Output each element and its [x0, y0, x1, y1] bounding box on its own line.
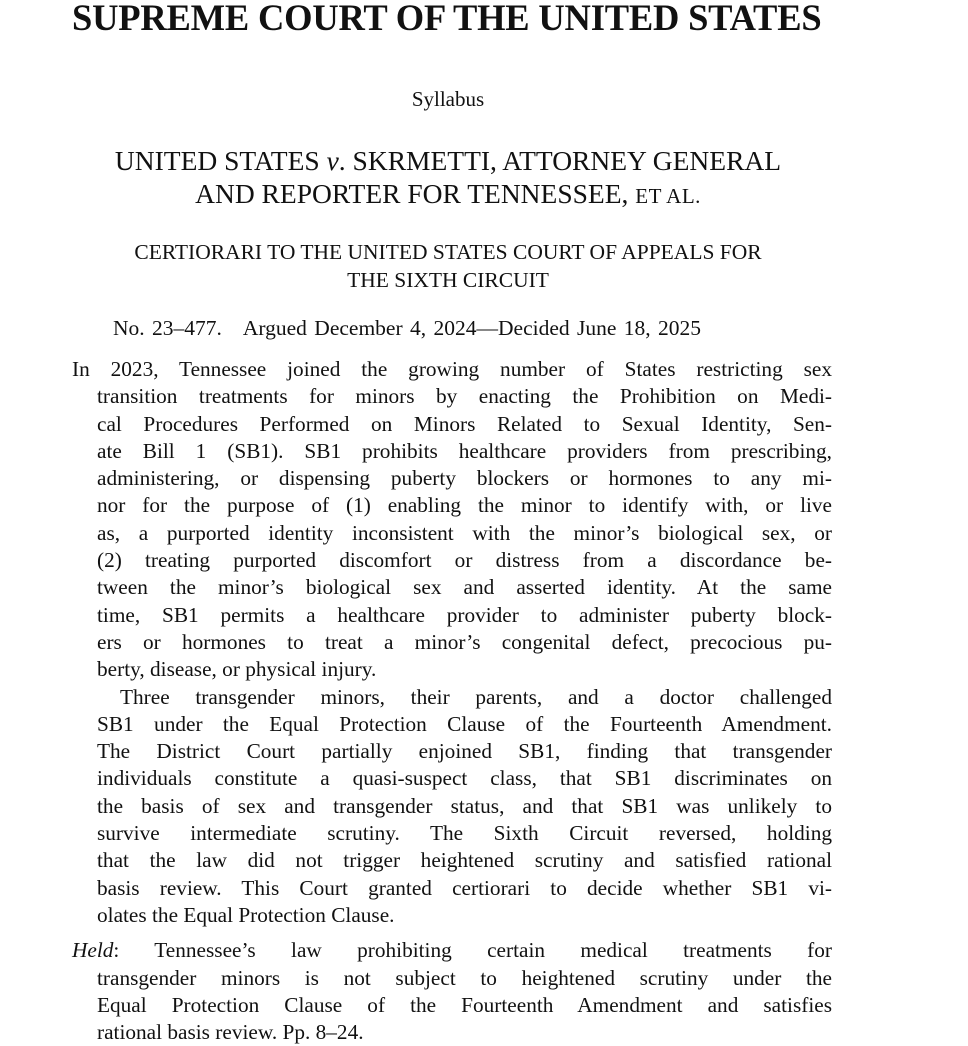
text-line: olates the Equal Protection Clause.	[97, 902, 395, 927]
text-line: ers or hormones to treat a minor’s congenital defect, precocious pu-	[97, 629, 832, 654]
text-line: Three transgender minors, their parents, and a doctor challenged	[120, 684, 832, 709]
text-line: Equal Protection Clause of the Fourteenth Amendment and satisfies	[97, 992, 832, 1017]
paragraph-1	[72, 356, 832, 684]
text-line: that the law did not trigger heightened scrutiny and satisfied rational	[97, 848, 832, 873]
text-line: as, a purported identity inconsistent with the minor’s biological sex, or	[97, 520, 832, 545]
case-name	[50, 144, 846, 213]
text-line: Held: Tennessee’s law prohibiting certain medical treatments for	[72, 938, 832, 963]
text-line: rational basis review. Pp. 8–24.	[97, 1020, 364, 1045]
text-line: ate Bill 1 (SB1). SB1 prohibits healthcare providers from prescribing,	[97, 438, 832, 463]
text-line: The District Court partially enjoined SB1, finding that transgender	[97, 739, 832, 764]
text-line: basis review. This Court granted certiorari to decide whether SB1 vi-	[97, 875, 832, 900]
text-line: nor for the purpose of (1) enabling the minor to identify with, or live	[97, 493, 832, 518]
text-line: berty, disease, or physical injury.	[97, 657, 377, 682]
text-line: the basis of sex and transgender status, and that SB1 was unlikely to	[97, 793, 832, 818]
versus-abbrev: v	[326, 145, 339, 176]
text-line: SB1 under the Equal Protection Clause of the Fourteenth Amendment.	[97, 711, 832, 736]
case-name-line-1: UNITED STATES v. SKRMETTI, ATTORNEY GENERAL	[114, 145, 782, 176]
case-name-line-2: AND REPORTER FOR TENNESSEE, ET AL.	[195, 178, 701, 209]
docket-line: No. 23–477. Argued December 4, 2024—Decided June 18, 2025	[113, 316, 702, 340]
certiorari-line: THE SIXTH CIRCUIT	[347, 268, 549, 292]
text-line: time, SB1 permits a healthcare provider to administer puberty block-	[97, 602, 832, 627]
text-line: (2) treating purported discomfort or distress from a discordance be-	[97, 548, 832, 573]
paragraph-2	[72, 684, 832, 930]
text-line: administering, or dispensing puberty blockers or hormones to any mi-	[97, 466, 832, 491]
text-line: transition treatments for minors by enacting the Prohibition on Medi-	[97, 384, 832, 409]
text-line: transgender minors is not subject to heightened scrutiny under the	[97, 965, 832, 990]
section-label: Syllabus	[411, 87, 485, 111]
text-line: tween the minor’s biological sex and asserted identity. At the same	[97, 575, 832, 600]
text-line: survive intermediate scrutiny. The Sixth Circuit reversed, holding	[97, 821, 832, 846]
syllabus-body	[72, 356, 832, 1046]
held-paragraph	[72, 937, 832, 1046]
held-label: Held	[72, 938, 114, 963]
court-title: SUPREME COURT OF THE UNITED STATES	[72, 0, 822, 38]
text-line: individuals constitute a quasi-suspect class, that SB1 discriminates on	[97, 766, 832, 791]
certiorari-heading	[60, 238, 836, 294]
text-line: cal Procedures Performed on Minors Related to Sexual Identity, Sen-	[97, 411, 832, 436]
et-al: ET AL.	[635, 184, 701, 208]
certiorari-line: CERTIORARI TO THE UNITED STATES COURT OF APPEALS FOR	[134, 240, 762, 264]
text-line: In 2023, Tennessee joined the growing number of States restricting sex	[72, 357, 832, 381]
